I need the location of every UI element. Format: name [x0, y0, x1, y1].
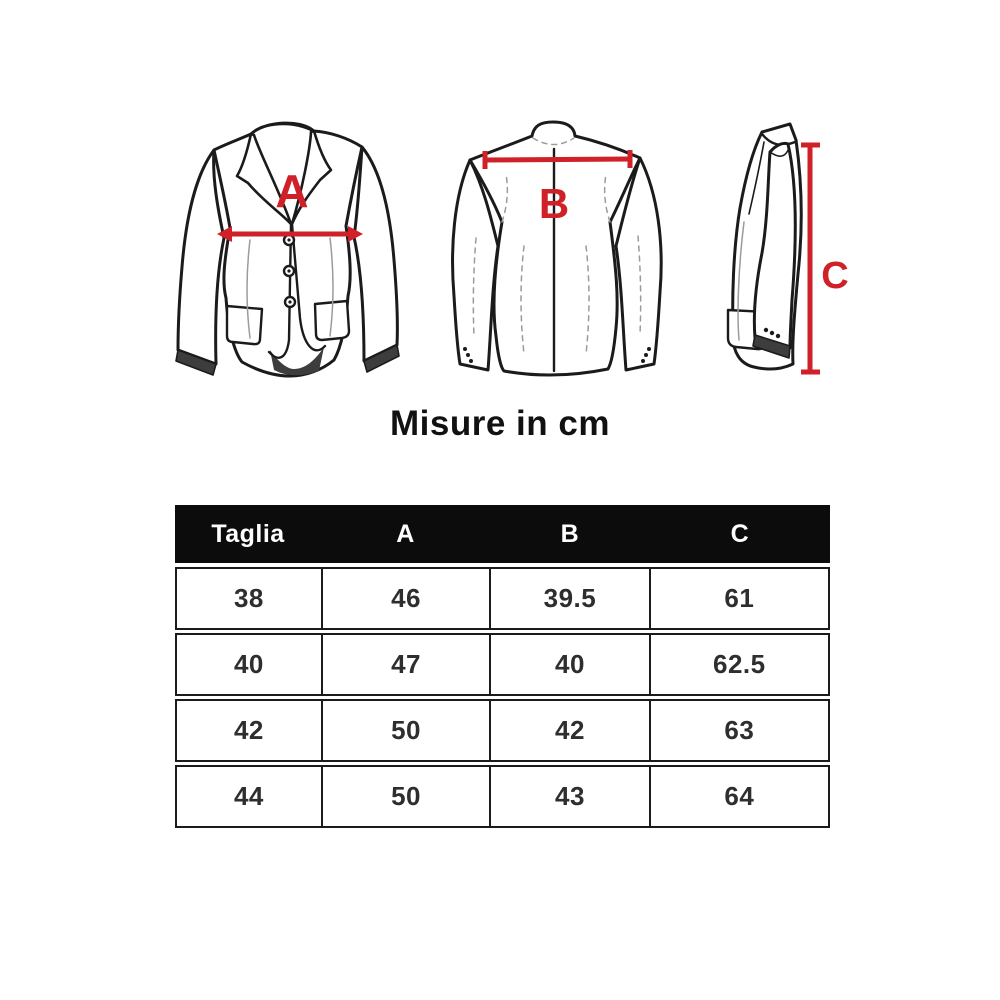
column-header-taglia: Taglia [211, 519, 285, 548]
size-cell: 47 [321, 635, 489, 694]
size-cell: 50 [321, 701, 489, 760]
size-cell: 62.5 [649, 635, 828, 694]
size-cell: 39.5 [489, 569, 648, 628]
jacket-side-illustration [700, 118, 865, 380]
size-row-44 [175, 765, 830, 828]
size-cell: 42 [489, 701, 648, 760]
size-cell: 40 [489, 635, 648, 694]
measurement-label-c: C [821, 255, 849, 297]
column-header-a: A [396, 519, 415, 548]
size-cell: 50 [321, 767, 489, 826]
column-header-c: C [730, 519, 750, 548]
size-cell: 40 [233, 649, 264, 679]
size-cell: 43 [489, 767, 648, 826]
column-header-b: B [560, 519, 580, 548]
size-row-42 [175, 699, 830, 762]
measurement-label-a: A [275, 165, 309, 217]
size-cell: 38 [233, 583, 264, 613]
jacket-front-right-sleeve [354, 147, 397, 361]
jacket-back-illustration [448, 118, 668, 380]
page-title: Misure in cm [390, 404, 610, 443]
jacket-front-illustration [168, 112, 408, 386]
measurement-label-b: B [538, 180, 570, 227]
size-cell: 61 [649, 569, 828, 628]
jacket-front-left-pocket [227, 306, 262, 344]
size-cell: 63 [649, 701, 828, 760]
size-cell: 44 [233, 781, 264, 811]
size-cell: 42 [233, 715, 264, 745]
jacket-front-left-sleeve [178, 150, 224, 364]
size-table-header [175, 505, 830, 563]
size-cell: 46 [321, 569, 489, 628]
measurement-line-c [801, 145, 820, 372]
size-row-38 [175, 567, 830, 630]
size-table [175, 505, 830, 831]
size-row-40 [175, 633, 830, 696]
size-cell: 64 [649, 767, 828, 826]
